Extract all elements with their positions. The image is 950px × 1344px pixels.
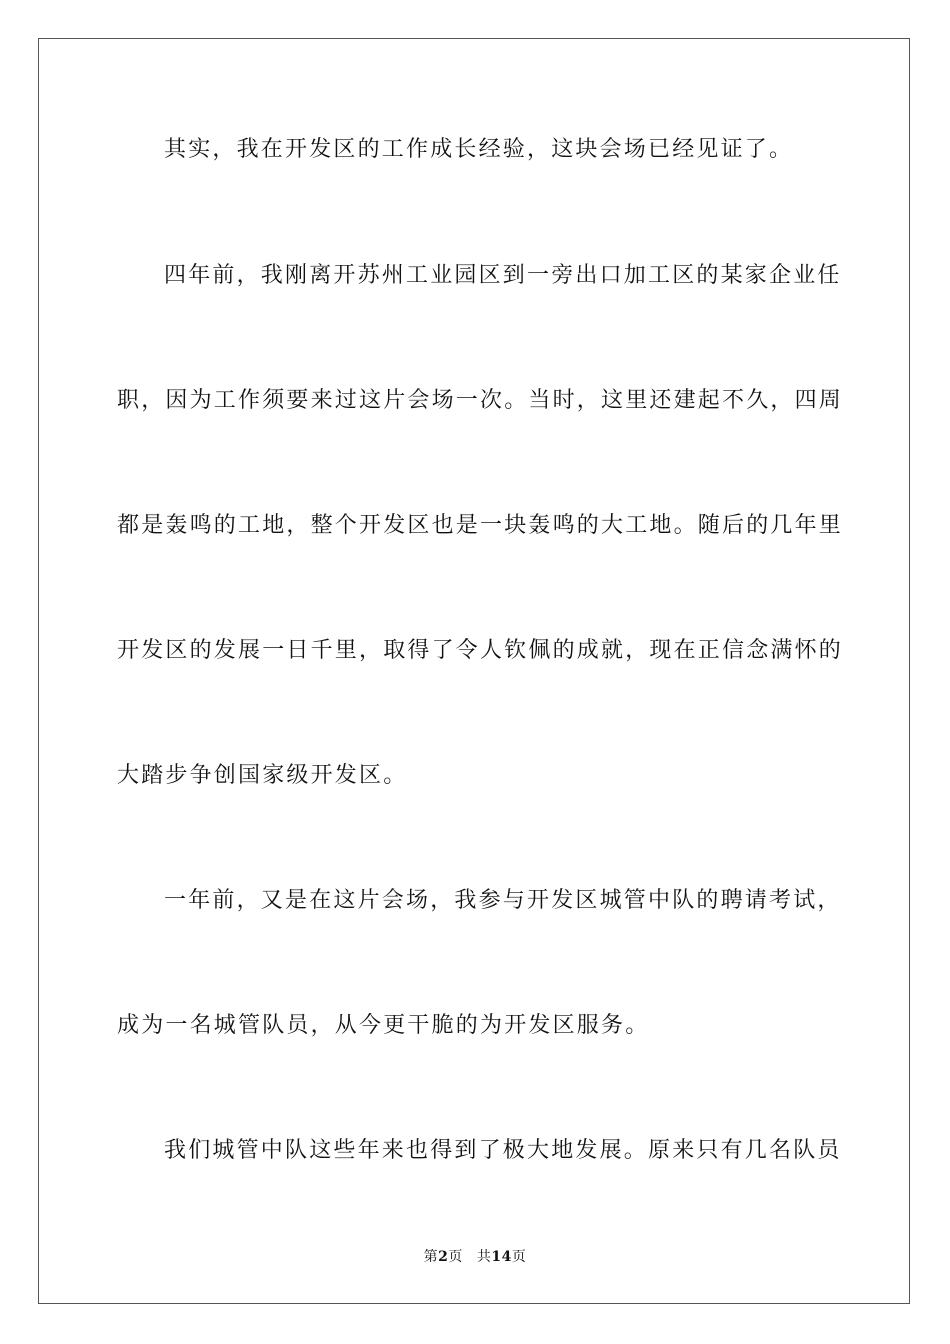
page-suffix: 页: [448, 1249, 463, 1265]
paragraph-2-line-3: 都是轰鸣的工地，整个开发区也是一块轰鸣的大工地。随后的几年里: [117, 513, 844, 538]
paragraph-1-line-1: 其实，我在开发区的工作成长经验，这块会场已经见证了。: [164, 137, 794, 162]
total-suffix: 页: [511, 1249, 527, 1265]
paragraph-2-line-5: 大踏步争创国家级开发区。: [117, 763, 408, 788]
total-prefix: 共: [476, 1249, 492, 1265]
paragraph-2-line-1: 四年前，我刚离开苏州工业园区到一旁出口加工区的某家企业任: [164, 263, 842, 288]
paragraph-3-line-2: 成为一名城管队员，从今更干脆的为开发区服务。: [117, 1013, 650, 1038]
paragraph-3-line-1: 一年前，又是在这片会场，我参与开发区城管中队的聘请考试，: [164, 888, 842, 913]
paragraph-4-line-1: 我们城管中队这些年来也得到了极大地发展。原来只有几名队员: [164, 1138, 842, 1163]
paragraph-2-line-2: 职，因为工作须要来过这片会场一次。当时，这里还建起不久，四周: [117, 388, 844, 413]
page-number: 2: [438, 1249, 449, 1265]
page-footer: [0, 1248, 950, 1266]
page-border: [38, 38, 910, 1304]
total-pages: 14: [491, 1249, 512, 1265]
page-prefix: 第: [423, 1249, 439, 1265]
paragraph-2-line-4: 开发区的发展一日千里，取得了令人钦佩的成就，现在正信念满怀的: [117, 638, 844, 663]
